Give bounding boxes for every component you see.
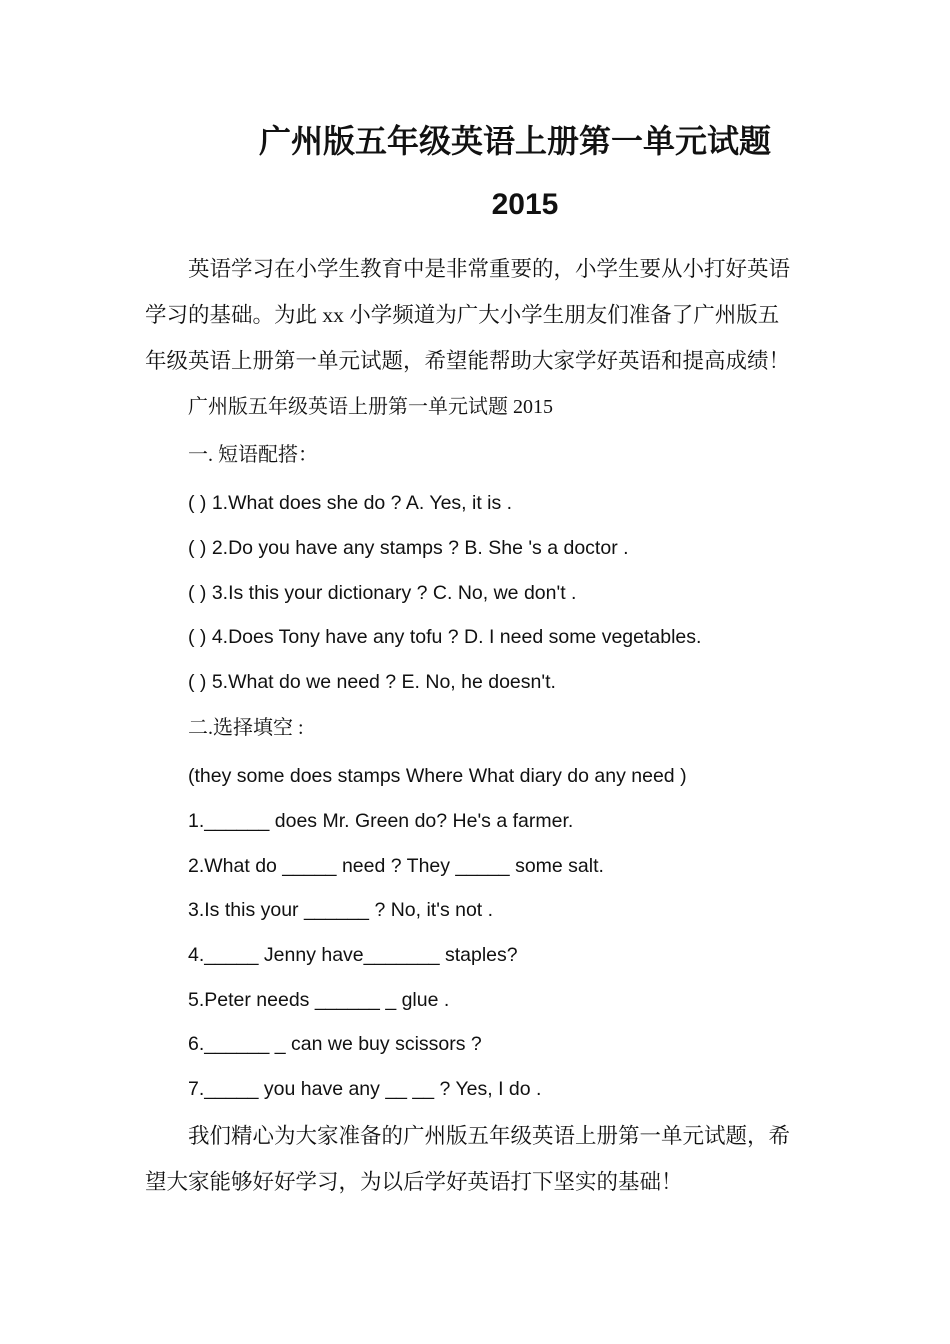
match-item-3: ( ) 3.Is this your dictionary ? C. No, we don't . — [188, 582, 577, 604]
closing-line-2: 望大家能够好好学习，为以后学好英语打下坚实的基础！ — [145, 1170, 683, 1194]
fill-item-2: 2.What do _____ need ? They _____ some salt. — [188, 855, 604, 877]
fill-item-1: 1.______ does Mr. Green do? He's a farmer. — [188, 810, 574, 832]
fill-item-7: 7._____ you have any __ __ ? Yes, I do . — [188, 1078, 542, 1100]
fill-item-5: 5.Peter needs ______ _ glue . — [188, 989, 450, 1011]
document-year: 2015 — [491, 188, 559, 221]
intro-line-2: 学习的基础。为此 xx 小学频道为广大小学生朋友们准备了广州版五 — [145, 303, 780, 327]
section1-heading: 一. 短语配搭： — [188, 444, 318, 466]
document-title: 广州版五年级英语上册第一单元试题 — [258, 122, 771, 160]
match-item-1: ( ) 1.What does she do ? A. Yes, it is . — [188, 492, 513, 514]
section2-heading: 二.选择填空 : — [188, 717, 304, 739]
intro-line-1: 英语学习在小学生教育中是非常重要的，小学生要从小打好英语 — [188, 257, 791, 281]
match-item-2: ( ) 2.Do you have any stamps ? B. She 's a doctor . — [188, 537, 629, 559]
closing-line-1: 我们精心为大家准备的广州版五年级英语上册第一单元试题，希 — [188, 1124, 791, 1148]
subtitle: 广州版五年级英语上册第一单元试题 2015 — [188, 396, 553, 418]
fill-item-6: 6.______ _ can we buy scissors ? — [188, 1033, 482, 1055]
fill-item-3: 3.Is this your ______ ? No, it's not . — [188, 899, 494, 921]
match-item-5: ( ) 5.What do we need ? E. No, he doesn't. — [188, 671, 556, 693]
match-item-4: ( ) 4.Does Tony have any tofu ? D. I need some vegetables. — [188, 626, 702, 648]
intro-line-3: 年级英语上册第一单元试题，希望能帮助大家学好英语和提高成绩！ — [145, 349, 791, 373]
word-bank: (they some does stamps Where What diary do any need ) — [188, 765, 687, 787]
fill-item-4: 4._____ Jenny have_______ staples? — [188, 944, 518, 966]
